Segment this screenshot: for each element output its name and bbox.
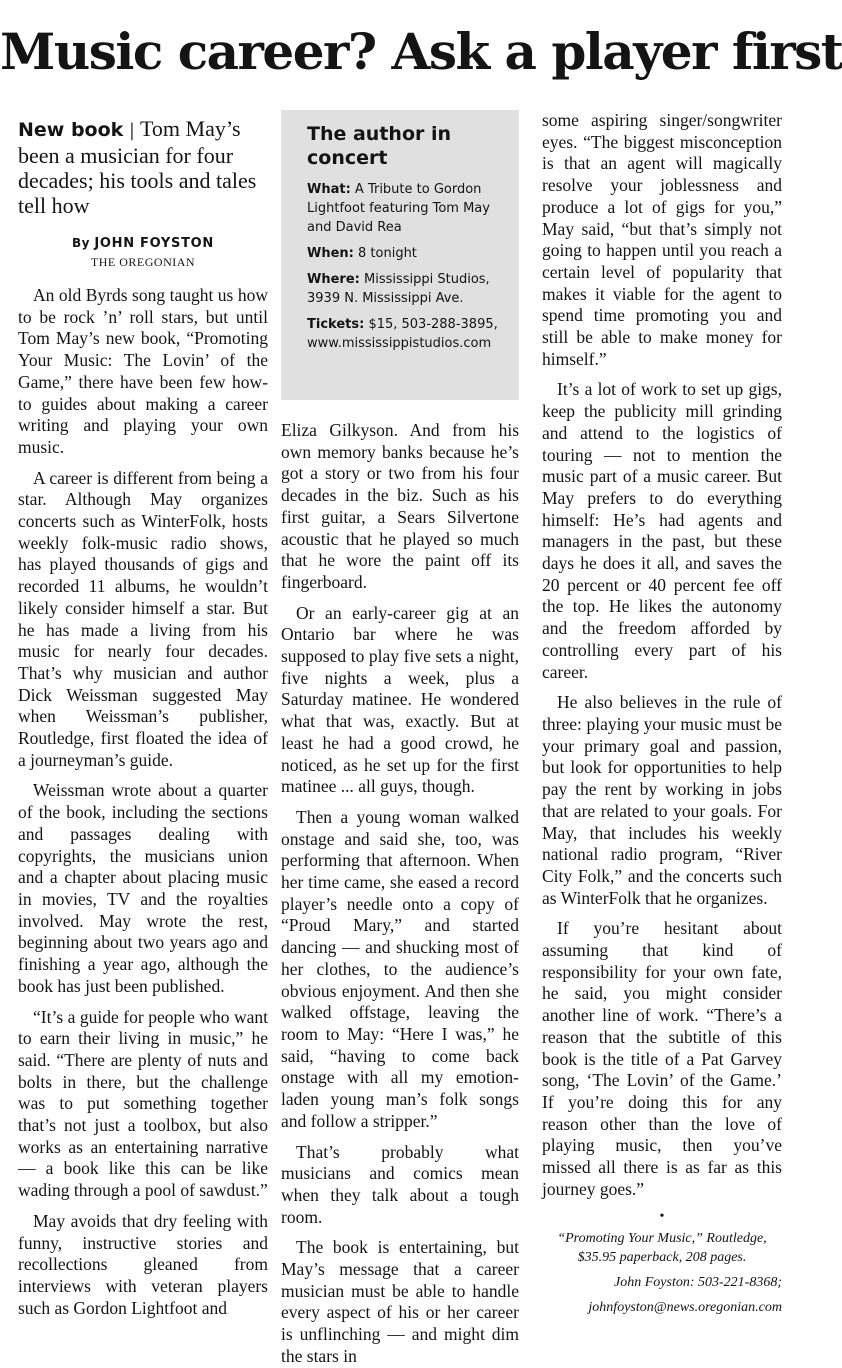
paragraph: The book is entertaining, but May’s message that a career musician must be able to handle every aspect of his or her career is unflinching — and might dim the stars in (281, 1237, 519, 1366)
info-row-what (307, 180, 509, 237)
end-bullet: • (659, 1209, 665, 1225)
paragraph: some aspiring singer/songwriter eyes. “The biggest misconception is that an agent will magically resolve your joblessness and produce a lot of gigs for you,” May said, “but that’s simply not going to happen until you reach a certain level of popularity that makes it viable for the agent to spend time promoting you and still be able to make money for himself.” (542, 110, 782, 369)
deck-kicker: New book (18, 119, 124, 141)
book-info: “Promoting Your Music,” Routledge, $35.95 paperback, 208 pages. (557, 1231, 767, 1266)
paragraph: Weissman wrote about a quarter of the book, including the sections and passages dealing with copyrights, the musicians union and a chapter about placing music in movies, TV and the royalties involved. May wrote the rest, beginning about two years ago and finishing a year ago, although the book has just been published. (18, 780, 268, 996)
info-label: Tickets: (307, 317, 365, 332)
info-value: $15, 503-288-3895, www.mississippistudios.com (307, 317, 498, 351)
paragraph: Eliza Gilkyson. And from his own memory banks because he’s got a story or two from his four decades in the biz. Such as his first guitar, a Sears Silvertone acoustic that he played so much that he wore the paint off its fingerboard. (281, 420, 519, 592)
paragraph: “It’s a guide for people who want to earn their living in music,” he said. “There are plenty of nuts and bolts in there, but the challenge was to put something together that’s not just a toolbox, but also works as an entertaining narrative — a book like this can be like wading through a pool of sawdust.” (18, 1006, 268, 1201)
paragraph: May avoids that dry feeling with funny, instructive stories and recollections gleaned from interviews with veteran players such as Gordon Lightfoot and (18, 1210, 268, 1318)
deck-separator: | (128, 120, 135, 141)
byline-author: JOHN FOYSTON (94, 236, 214, 251)
info-box-title: The author in concert (307, 123, 452, 169)
concert-info-box (281, 110, 519, 400)
contact-phone: John Foyston: 503-221-8368; (614, 1275, 782, 1291)
paragraph: He also believes in the rule of three: playing your music must be your primary goal and passion, but look for opportunities to help pay the rent by working in jobs that are related to your goals. For May, that includes his weekly national radio program, “River City Folk,” and the concerts such as WinterFolk that he organizes. (542, 692, 782, 908)
info-value: 8 tonight (358, 246, 417, 261)
deck-text: Tom May’s been a musician for four decades; his tools and tales tell how (18, 116, 257, 218)
contact-email: johnfoyston@news.oregonian.com (588, 1300, 782, 1316)
info-label: When: (307, 246, 354, 261)
column-3 (542, 110, 782, 1340)
paragraph: A career is different from being a star. Although May organizes concerts such as WinterFolk, hosts weekly folk-music radio shows, has played thousands of gigs and recorded 11 albums, he wouldn’t likely consider himself a star. But he has made a living from his music for nearly four decades. That’s why musician and author Dick Weissman suggested May when Weissman’s publisher, Routledge, first floated the idea of a journeyman’s guide. (18, 467, 268, 770)
info-row-when (307, 244, 509, 263)
column-2 (281, 110, 519, 1366)
paragraph: Or an early-career gig at an Ontario bar where he was supposed to play five sets a night, five nights a week, plus a Saturday matinee. He wondered what that was, exactly. But at least he had a good crowd, he noticed, as he set up for the first matinee ... all guys, though. (281, 602, 519, 797)
paragraph: If you’re hesitant about assuming that kind of responsibility for your own fate, he said, you might consider another line of work. “There’s a reason that the subtitle of this book is the title of a Pat Garvey song, ‘The Lovin’ of the Game.’ If you’re doing this for any reason other than the love of playing music, then you’ve missed all there is as far as this journey goes.” (542, 918, 782, 1199)
info-row-where (307, 270, 509, 308)
byline-publication: THE OREGONIAN (90, 255, 196, 269)
info-value: A Tribute to Gordon Lightfoot featuring Tom May and David Rea (307, 182, 490, 235)
column-1 (18, 110, 268, 1340)
paragraph: That’s probably what musicians and comics mean when they talk about a tough room. (281, 1141, 519, 1227)
info-row-tickets (307, 315, 509, 353)
info-label: Where: (307, 272, 360, 287)
paragraph: Then a young woman walked onstage and said she, too, was performing that afternoon. When her time came, she eased a record player’s needle onto a copy of “Proud Mary,” and started dancing — and shucking most of her clothes, to the audience’s obvious enjoyment. And then she walked offstage, leaving the room to May: “Here I was,” he said, “having to come back onstage with all my emotion-laden young man’s folk songs and follow a stripper.” (281, 806, 519, 1131)
paragraph: It’s a lot of work to set up gigs, keep the publicity mill grinding and attend to the logistics of touring — not to mention the music part of a music career. But May prefers to do everything himself: He’s had agents and managers in the past, but these days he does it all, and saves the 20 percent or 40 percent fee off the top. He likes the autonomy and the freedom afforded by controlling every part of his career. (542, 379, 782, 682)
byline-by: By (72, 236, 90, 250)
info-label: What: (307, 182, 351, 197)
info-value: Mississippi Studios, 3939 N. Mississippi Ave. (307, 272, 490, 306)
headline: Music career? Ask a player first (0, 22, 842, 81)
column-1-body (18, 285, 268, 1319)
byline (18, 232, 268, 271)
paragraph: An old Byrds song taught us how to be rock ’n’ roll stars, but until Tom May’s new book, “Promoting Your Music: The Lovin’ of the Game,” there have been few how-to guides about making a career writing and playing your own music. (18, 285, 268, 457)
deck (18, 116, 268, 218)
